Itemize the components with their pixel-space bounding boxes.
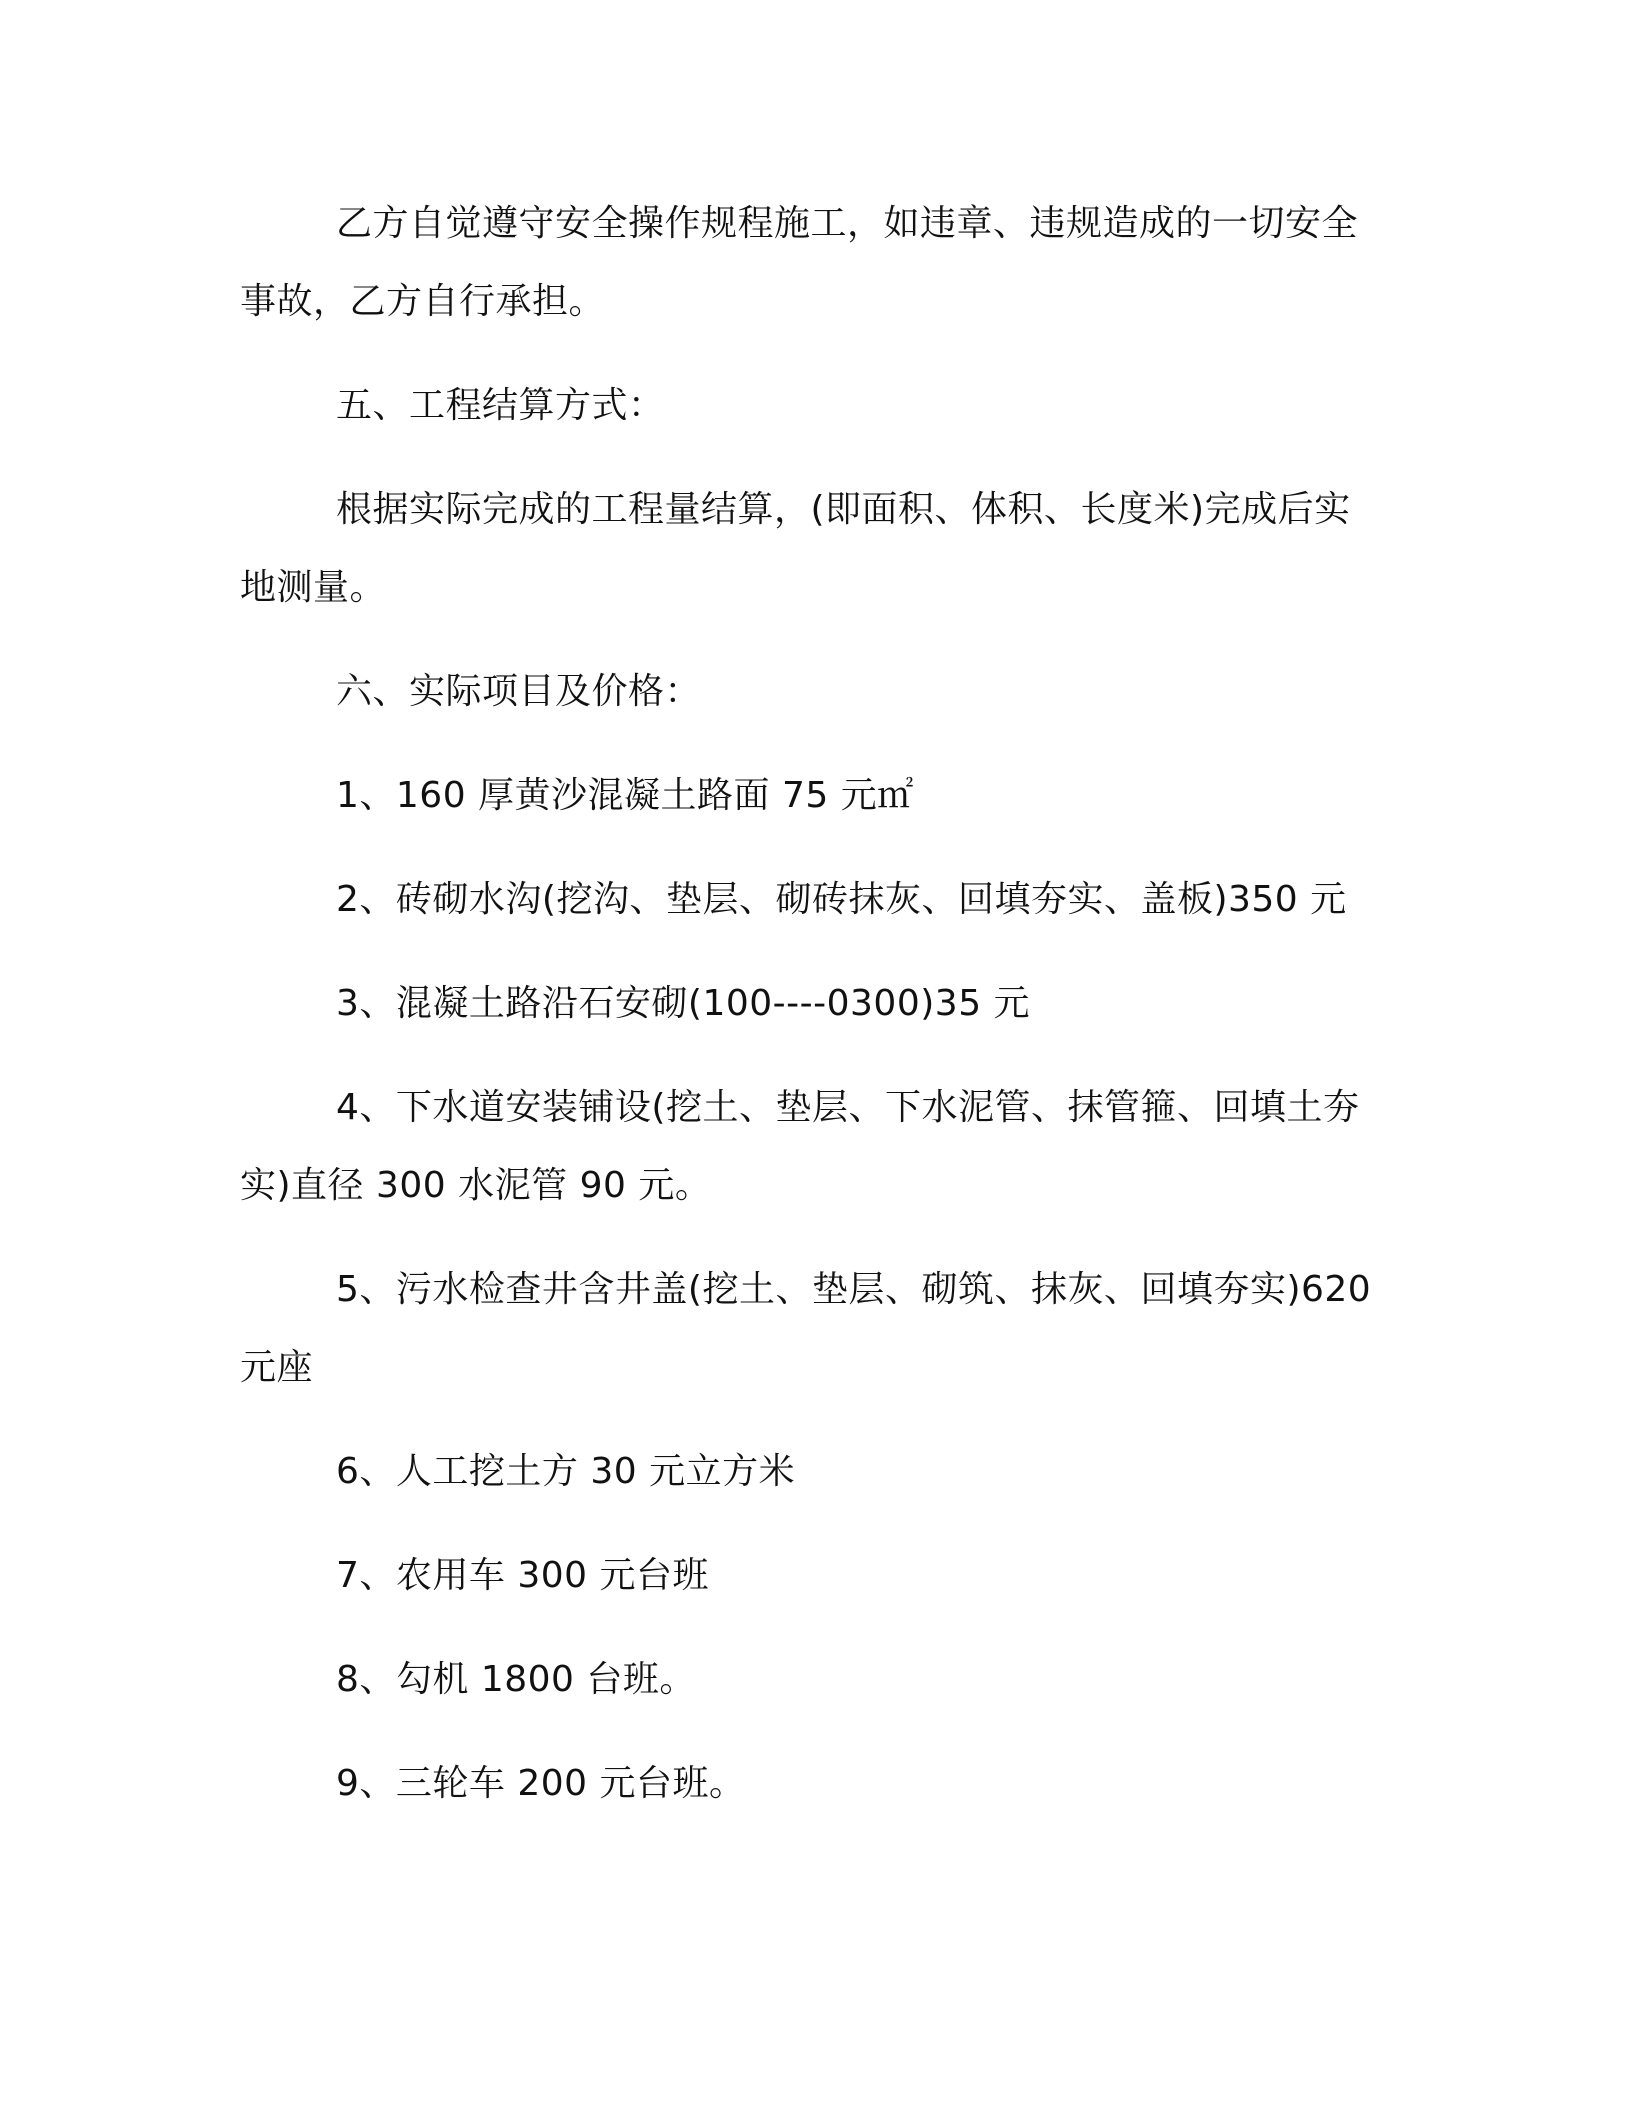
list-item: 9、三轮车 200 元台班。 (336, 1763, 746, 1804)
paragraph-settlement-detail: 根据实际完成的工程量结算，(即面积、体积、长度米)完成后实地测量。 (240, 489, 1351, 608)
document-body (240, 185, 1380, 1849)
list-item: 7、农用车 300 元台班 (336, 1555, 710, 1596)
list-item: 1、160 厚黄沙混凝土路面 75 元㎡ (336, 775, 914, 816)
list-item: 3、混凝土路沿石安砌(100----0300)35 元 (336, 983, 1031, 1024)
list-item: 6、人工挖土方 30 元立方米 (336, 1451, 796, 1492)
paragraph-safety-clause: 乙方自觉遵守安全操作规程施工，如违章、违规造成的一切安全事故，乙方自行承担。 (240, 203, 1359, 322)
heading-items-prices: 六、实际项目及价格： (336, 671, 702, 712)
list-item: 4、下水道安装铺设(挖土、垫层、下水泥管、抹管箍、回填土夯实)直径 300 水泥管 90 元。 (240, 1087, 1360, 1206)
list-item: 8、勾机 1800 台班。 (336, 1659, 696, 1700)
heading-settlement-method: 五、工程结算方式： (336, 385, 665, 426)
list-item: 2、砖砌水沟(挖沟、垫层、砌砖抹灰、回填夯实、盖板)350 元 (336, 879, 1347, 920)
list-item: 5、污水检查井含井盖(挖土、垫层、砌筑、抹灰、回填夯实)620 元座 (240, 1269, 1372, 1388)
